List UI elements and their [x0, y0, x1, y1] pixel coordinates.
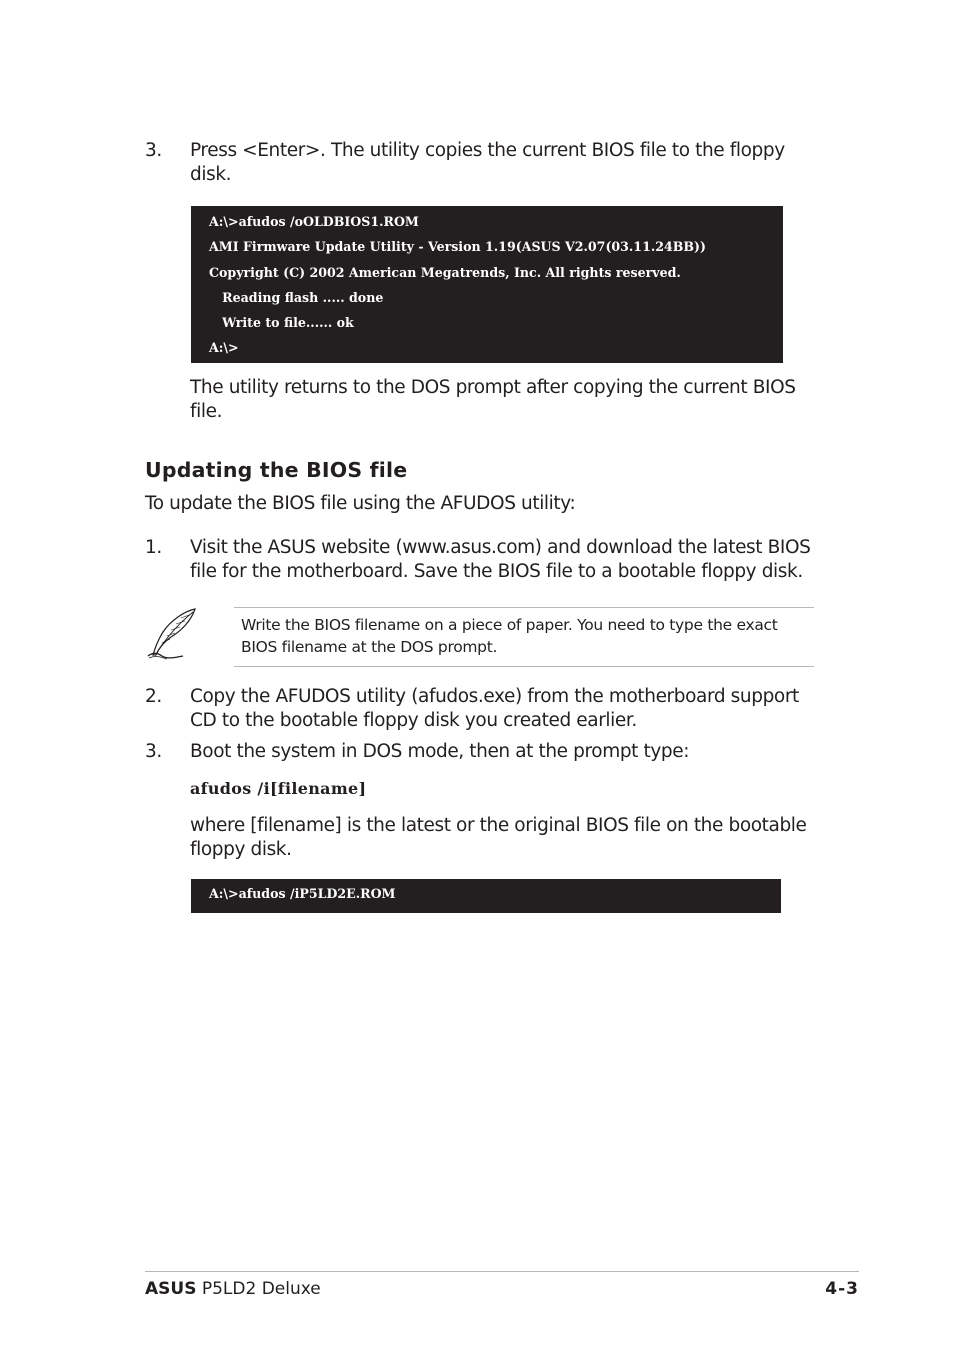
step-text-line: Visit the ASUS website (www.asus.com) and download the latest BIOS — [190, 537, 811, 558]
terminal-line: Copyright (C) 2002 American Megatrends, Inc. All rights reserved. — [209, 265, 681, 280]
note-line: Write the BIOS filename on a piece of paper. You need to type the exact — [241, 616, 778, 634]
footer-divider — [145, 1271, 859, 1272]
step-text-line: CD to the bootable floppy disk you created earlier. — [190, 710, 637, 731]
terminal-line: A:\>afudos /oOLDBIOS1.ROM — [209, 214, 419, 229]
terminal-line: A:\>afudos /iP5LD2E.ROM — [209, 886, 396, 901]
section-intro: To update the BIOS file using the AFUDOS utility: — [145, 493, 576, 514]
note-text — [241, 614, 816, 658]
step-number: 1. — [145, 537, 162, 558]
step-text-line: Press <Enter>. The utility copies the current BIOS file to the floppy — [190, 140, 785, 161]
terminal-output — [191, 206, 783, 363]
footer-brand: ASUS — [145, 1279, 197, 1299]
step-number: 2. — [145, 686, 162, 707]
terminal-line: A:\> — [209, 340, 239, 355]
note-divider-top — [234, 607, 814, 608]
step-number: 3. — [145, 140, 162, 161]
step-text-line: Copy the AFUDOS utility (afudos.exe) from the motherboard support — [190, 686, 799, 707]
command-example: afudos /i[filename] — [190, 779, 367, 798]
step-text-line: Boot the system in DOS mode, then at the prompt type: — [190, 741, 690, 762]
paragraph-line: where [filename] is the latest or the original BIOS file on the bootable — [190, 815, 807, 836]
note-line: BIOS filename at the DOS prompt. — [241, 638, 498, 656]
note-divider-bottom — [234, 666, 814, 667]
paragraph-line: The utility returns to the DOS prompt after copying the current BIOS — [190, 377, 796, 398]
footer-title — [145, 1279, 321, 1299]
paragraph-line: file. — [190, 401, 223, 422]
page-number: 4-3 — [825, 1279, 859, 1299]
terminal-line: AMI Firmware Update Utility - Version 1.19(ASUS V2.07(03.11.24BB)) — [209, 239, 706, 254]
terminal-output — [191, 879, 781, 913]
terminal-line: Reading flash ..... done — [209, 290, 384, 305]
step-text-line: file for the motherboard. Save the BIOS file to a bootable floppy disk. — [190, 561, 803, 582]
footer-model: P5LD2 Deluxe — [201, 1279, 321, 1299]
step-text-line: disk. — [190, 164, 232, 185]
terminal-line: Write to file...... ok — [209, 315, 354, 330]
quill-pen-icon — [145, 606, 199, 660]
paragraph-line: floppy disk. — [190, 839, 292, 860]
step-number: 3. — [145, 741, 162, 762]
section-heading: Updating the BIOS file — [145, 458, 408, 482]
